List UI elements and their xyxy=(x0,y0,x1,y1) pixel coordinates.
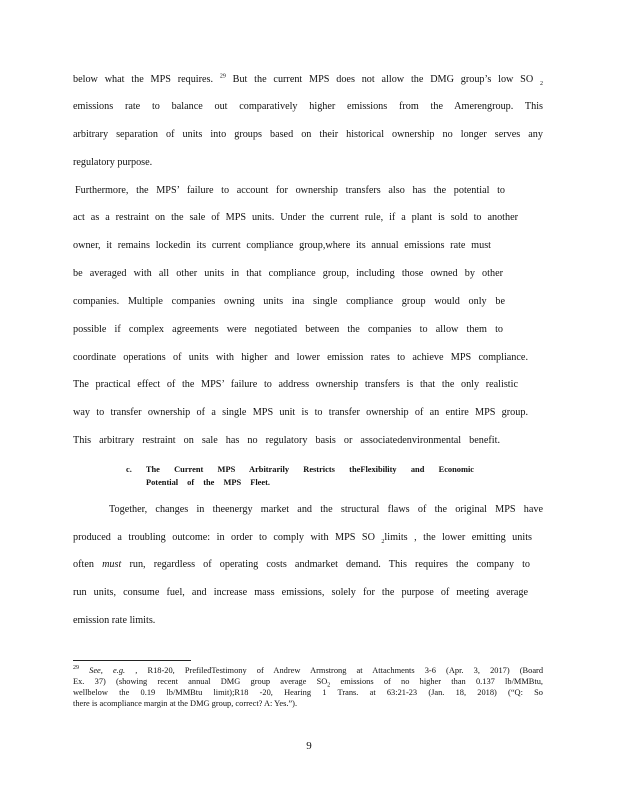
section-heading-line-2: Potential of the MPS Fleet. xyxy=(146,478,270,487)
body-line: produced a troubling outcome: in order to comply with MPS SO $_2$limits , the lower emitting units xyxy=(73,532,532,546)
footnote-line: there is acompliance margin at the DMG group, correct? A: Yes.”). xyxy=(73,699,298,708)
body-line: run units, consume fuel, and increase mass emissions, solely for the purpose of meeting average xyxy=(73,587,528,598)
body-line: be averaged with all other units in that compliance group, including those owned by other xyxy=(73,268,503,279)
body-line: arbitrary separation of units into groups based on their historical ownership no longer serves any xyxy=(73,129,543,140)
footnote-line: wellbelow the 0.19 lb/MMBtu limit);R18 -20, Hearing 1 Trans. at 63:21-23 (Jan. 18, 2018) (“Q: So xyxy=(73,688,543,697)
body-line: owner, it remains lockedin its current compliance group,where its annual emissions rate must xyxy=(73,240,491,251)
body-line: below what the MPS requires. $^{29}$ But the current MPS does not allow the DMG group’s low SO $_2$ xyxy=(73,73,543,88)
body-line: often must run, regardless of operating costs andmarket demand. This requires the company to xyxy=(73,559,530,570)
body-line: act as a restraint on the sale of MPS units. Under the current rule, if a plant is sold to another xyxy=(73,212,518,223)
body-line: This arbitrary restraint on sale has no regulatory basis or associatedenvironmental benefit. xyxy=(73,435,500,446)
body-line: The practical effect of the MPS’ failure to address ownership transfers is that the only realistic xyxy=(73,379,518,390)
footnote-line: Ex. 37) (showing recent annual DMG group average $SO_2$ emissions of no higher than 0.137 lb/MMBtu, xyxy=(73,677,543,689)
body-line: Together, changes in theenergy market and the structural flaws of the original MPS have xyxy=(109,504,543,515)
footnote-separator xyxy=(73,660,191,661)
section-heading-line-1: c. The Current MPS Arbitrarily Restricts theFlexibility and Economic xyxy=(126,465,474,474)
body-line: Furthermore, the MPS’ failure to account for ownership transfers also has the potential to xyxy=(75,185,505,196)
body-line: coordinate operations of units with higher and lower emission rates to achieve MPS compliance. xyxy=(73,352,528,363)
body-line: companies. Multiple companies owning units ina single compliance group would only be xyxy=(73,296,505,307)
footnote-line: $^{29}$ See, e.g. , R18-20, PrefiledTestimony of Andrew Armstrong at Attachments 3-6 (Apr. 3, 2017) (Board xyxy=(73,665,544,675)
body-line: emissions rate to balance out comparatively higher emissions from the Amerengroup. This xyxy=(73,101,543,112)
body-line: emission rate limits. xyxy=(73,615,156,626)
page-number: 9 xyxy=(306,740,312,752)
body-line: possible if complex agreements were negotiated between the companies to allow them to xyxy=(73,324,503,335)
body-line: way to transfer ownership of a single MPS unit is to transfer ownership of an entire MPS group. xyxy=(73,407,528,418)
body-line: regulatory purpose. xyxy=(73,157,153,168)
